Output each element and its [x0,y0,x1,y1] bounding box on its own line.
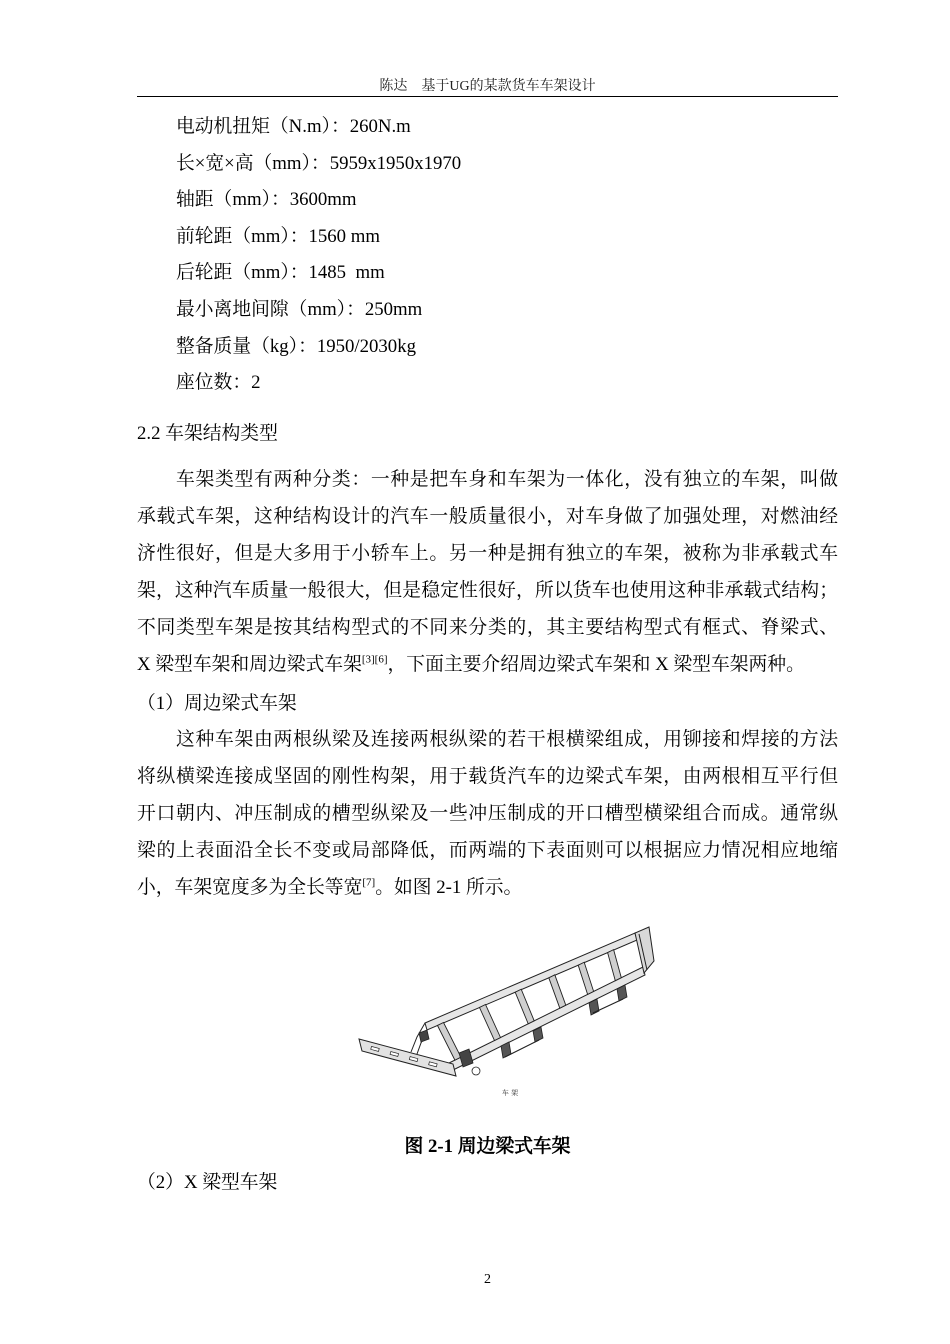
spec-rear-track: 后轮距（mm）：1485 mm [176,262,385,284]
front-bumper [359,1039,456,1076]
paragraph-line: 不同类型车架是按其结构型式的不同来分类的，其主要结构型式有框式、脊梁式、 [137,617,838,638]
paragraph-line: 架，这种汽车质量一般很大，但是稳定性很好，所以货车也使用这种非承载式结构； [137,580,838,601]
paragraph-line: 车架类型有两种分类：一种是把车身和车架为一体化，没有独立的车架，叫做 [176,469,838,490]
paragraph-frame-types [137,467,838,689]
spec-motor-torque: 电动机扭矩（N.m）：260N.m [176,116,411,137]
figure-caption: 图 2-1 周边梁式车架 [404,1136,571,1157]
vehicle-spec-list [176,114,838,407]
rear-end-cross-member [635,927,654,973]
header-rule [137,96,838,97]
lower-side-rail [445,967,645,1073]
paragraph-perimeter-frame [137,727,838,912]
paragraph-line: 将纵横梁连接成坚固的刚性构架，用于载货汽车的边梁式车架，由两根相互平行但 [137,766,838,787]
running-header: 陈达 基于UG的某款货车车架设计 [379,79,596,94]
paragraph-last-line [137,875,838,912]
subsection-heading-2: （2）X 梁型车架 [137,1172,278,1193]
page-number: 2 [484,1272,491,1287]
spec-front-track: 前轮距（mm）：1560 mm [176,225,380,247]
line-text: ，下面主要介绍周边梁式车架和 X 梁型车架两种。 [387,654,805,675]
section-heading-2-2: 2.2 车架结构类型 [137,423,278,444]
spec-curb-mass: 整备质量（kg）：1950/2030kg [176,335,416,357]
citation-ref: [7] [362,876,376,889]
paragraph-line: 梁的上表面沿全长不变或局部降低，而两端的下表面则可以根据应力情况相应地缩 [137,840,838,861]
paragraph-line: 这种车架由两根纵梁及连接两根纵梁的若干根横梁组成，用铆接和焊接的方法 [176,729,838,750]
spec-dimensions: 长×宽×高（mm）：5959x1950x1970 [176,152,462,174]
figure-inner-label: 车 架 [501,1089,519,1097]
citation-ref: [3][6] [361,653,388,666]
line-text: 。如图 2-1 所示。 [375,877,523,898]
paragraph-line: 承载式车架，这种结构设计的汽车一般质量很小，对车身做了加强处理，对燃油经 [137,506,838,527]
spec-seats: 座位数：2 [176,372,261,394]
line-text: 小，车架宽度多为全长等宽 [137,877,363,898]
paragraph-line: 开口朝内、冲压制成的槽型纵梁及一些冲压制成的开口槽型横梁组合而成。通常纵 [137,803,838,824]
figure-2-1 [355,915,655,1100]
truck-frame-illustration [355,915,655,1100]
spec-ground-clearance: 最小离地间隙（mm）：250mm [176,298,423,320]
line-text: X 梁型车架和周边梁式车架 [137,654,362,675]
paragraph-last-line [137,652,838,689]
subsection-heading-1: （1）周边梁式车架 [137,693,297,714]
spec-wheelbase: 轴距（mm）：3600mm [176,189,357,211]
paragraph-line: 济性很好，但是大多用于小轿车上。另一种是拥有独立的车架，被称为非承载式车 [137,543,838,564]
